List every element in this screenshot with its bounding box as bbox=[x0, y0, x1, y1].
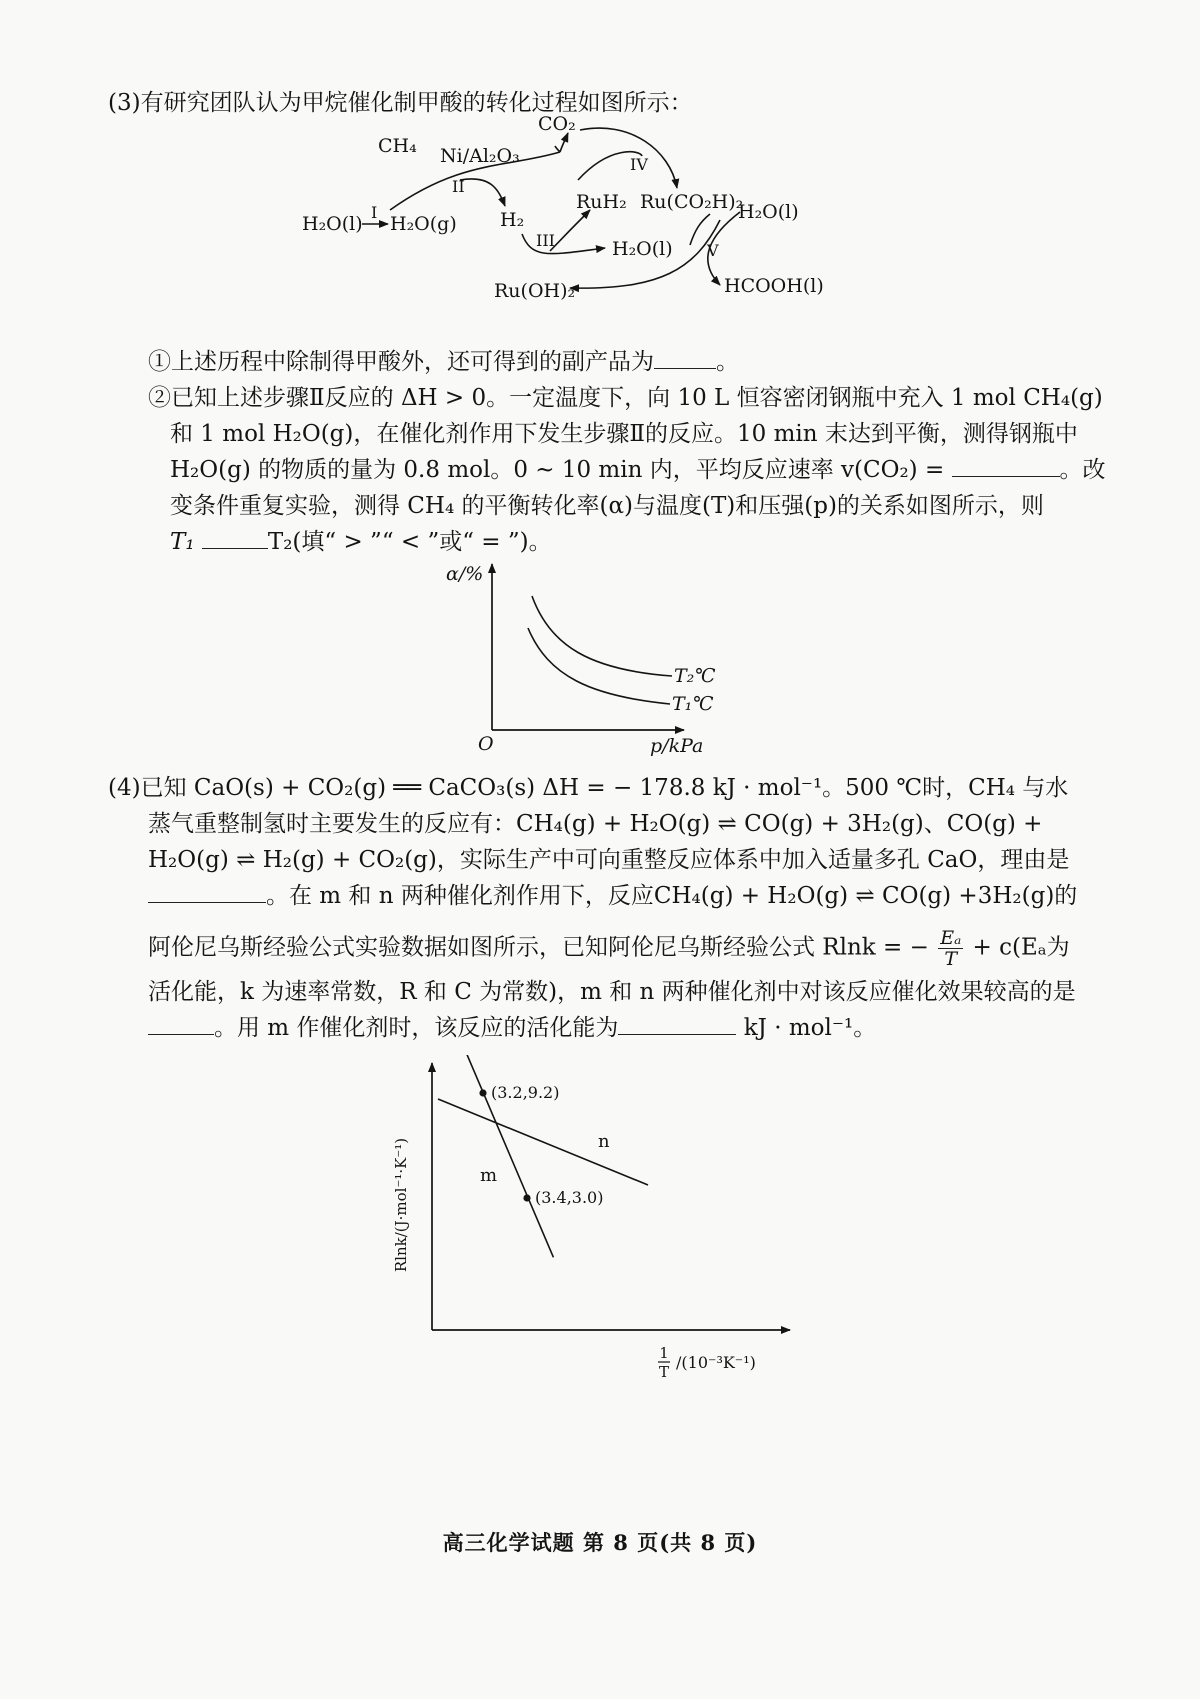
q3-sub2-line5 bbox=[170, 526, 552, 558]
q3-sub2-line1: ②已知上述步骤Ⅱ反应的 ΔH > 0。一定温度下，向 10 L 恒容密闭钢瓶中充入 1 mol CH₄(g) bbox=[148, 385, 1103, 411]
label-step-IV: IV bbox=[630, 155, 648, 174]
label-catalyst: Ni/Al₂O₃ bbox=[440, 145, 520, 167]
label-step-II: II bbox=[452, 177, 465, 196]
series-m-point-1 bbox=[479, 1089, 486, 1096]
label-ruh2: RuH₂ bbox=[576, 191, 627, 213]
origin-label: O bbox=[478, 733, 494, 755]
q4-line4 bbox=[148, 880, 1077, 912]
series-m-name: m bbox=[480, 1165, 498, 1186]
chart-xlabel-numerator: 1 bbox=[659, 1344, 669, 1362]
answer-blank-activation-energy[interactable] bbox=[618, 1012, 736, 1035]
label-co2-top: CO₂ bbox=[538, 113, 576, 135]
label-h2o-g: H₂O(g) bbox=[390, 213, 457, 235]
page-footer: 高三化学试题 第 8 页(共 8 页) bbox=[442, 1530, 758, 1555]
arrhenius-fraction bbox=[938, 928, 963, 969]
q3-intro: (3)有研究团队认为甲烷催化制甲酸的转化过程如图所示： bbox=[108, 90, 693, 116]
q3-sub1-text: ①上述历程中除制得甲酸外，还可得到的副产品为 bbox=[148, 349, 654, 375]
label-h2o-l-right: H₂O(l) bbox=[738, 201, 799, 223]
q3-sub2-line3 bbox=[170, 454, 1106, 486]
label-ru-co2h2: Ru(CO₂H)₂ bbox=[640, 191, 744, 213]
label-ch4: CH₄ bbox=[378, 135, 417, 157]
answer-blank-rate-co2[interactable] bbox=[952, 454, 1060, 477]
series-n-name: n bbox=[598, 1131, 610, 1152]
fraction-numerator: Eₐ bbox=[940, 927, 962, 949]
q4-line7-text: 。用 m 作催化剂时，该反应的活化能为 bbox=[214, 1015, 619, 1041]
curve-t2-label: T₂℃ bbox=[674, 665, 716, 687]
answer-blank-t1-t2[interactable] bbox=[202, 526, 268, 549]
label-h2o-l-mid: H₂O(l) bbox=[612, 238, 673, 260]
chart-ylabel: Rlnk/(J·mol⁻¹·K⁻¹) bbox=[392, 1137, 410, 1273]
q3-sub1 bbox=[148, 346, 739, 378]
arrow-step-IV bbox=[580, 128, 677, 188]
q4-line5-end: + c(Eₐ为 bbox=[972, 934, 1070, 961]
label-step-I: I bbox=[371, 203, 378, 222]
pressure-axis-label: p/kPa bbox=[650, 735, 704, 757]
q4-line7-end: kJ · mol⁻¹。 bbox=[743, 1015, 877, 1041]
curve-t1-label: T₁℃ bbox=[672, 693, 714, 715]
label-step-III: III bbox=[536, 231, 555, 250]
q4-line7 bbox=[148, 1012, 876, 1044]
q3-sub2-line5-end: T₂(填“ > ”“ < ”或“ = ”)。 bbox=[267, 529, 552, 555]
label-step-V: V bbox=[707, 241, 719, 260]
chart-xlabel-unit: /(10⁻³K⁻¹) bbox=[676, 1353, 756, 1372]
alpha-pressure-graph bbox=[440, 558, 760, 758]
label-h2o-l-left: H₂O(l) bbox=[302, 213, 363, 235]
arrow-step-II bbox=[460, 179, 505, 206]
series-m-point-label-2: (3.4,3.0) bbox=[535, 1188, 604, 1207]
alpha-axis-label: α/% bbox=[446, 563, 484, 585]
q3-sub2-line4: 变条件重复实验，测得 CH₄ 的平衡转化率(α)与温度(T)和压强(p)的关系如图所示，则 bbox=[170, 493, 1044, 519]
chart-xlabel-denominator: T bbox=[658, 1363, 670, 1381]
q4-line4-text: 。在 m 和 n 两种催化剂作用下，反应CH₄(g) + H₂O(g) ⇌ CO(g) +3H₂(g)的 bbox=[266, 883, 1078, 909]
series-n-line bbox=[438, 1099, 648, 1185]
fraction-denominator: T bbox=[944, 948, 958, 970]
arrhenius-chart bbox=[380, 1055, 810, 1390]
q3-sub2-line3-text: H₂O(g) 的物质的量为 0.8 mol。0 ~ 10 min 内，平均反应速率 v(CO₂) = bbox=[170, 457, 945, 483]
answer-blank-cao-reason[interactable] bbox=[148, 880, 266, 903]
q4-line5-text: 阿伦尼乌斯经验公式实验数据如图所示，已知阿伦尼乌斯经验公式 Rlnk = − bbox=[148, 934, 929, 961]
q4-line2: 蒸气重整制氢时主要发生的反应有：CH₄(g) + H₂O(g) ⇌ CO(g) + 3H₂(g)、CO(g) + bbox=[148, 811, 1043, 837]
label-ru-oh2: Ru(OH)₂ bbox=[494, 280, 576, 302]
reaction-pathway-diagram bbox=[300, 110, 900, 335]
answer-blank-byproduct[interactable] bbox=[654, 346, 716, 369]
q3-t1-label: T₁ bbox=[170, 529, 195, 555]
q3-sub2-line3-end: 。改 bbox=[1059, 457, 1106, 483]
answer-blank-better-catalyst[interactable] bbox=[148, 1012, 214, 1035]
q4-line3: H₂O(g) ⇌ H₂(g) + CO₂(g)，实际生产中可向重整反应体系中加入适量多孔 CaO，理由是 bbox=[148, 847, 1070, 873]
curve-t1 bbox=[528, 628, 670, 704]
q4-line5 bbox=[148, 928, 1070, 969]
label-hcooh: HCOOH(l) bbox=[724, 275, 824, 297]
q3-sub2-line2: 和 1 mol H₂O(g)，在催化剂作用下发生步骤Ⅱ的反应。10 min 末达到平衡，测得钢瓶中 bbox=[170, 421, 1078, 447]
series-m-point-label-1: (3.2,9.2) bbox=[491, 1083, 560, 1102]
q3-sub1-end: 。 bbox=[716, 349, 739, 375]
q4-line6: 活化能，k 为速率常数，R 和 C 为常数)，m 和 n 两种催化剂中对该反应催化效果较高的是 bbox=[148, 979, 1076, 1005]
series-m-point-2 bbox=[523, 1194, 530, 1201]
label-h2: H₂ bbox=[500, 209, 525, 231]
q4-line1: (4)已知 CaO(s) + CO₂(g) ══ CaCO₃(s) ΔH = − 178.8 kJ · mol⁻¹。500 ℃时，CH₄ 与水 bbox=[108, 775, 1069, 801]
